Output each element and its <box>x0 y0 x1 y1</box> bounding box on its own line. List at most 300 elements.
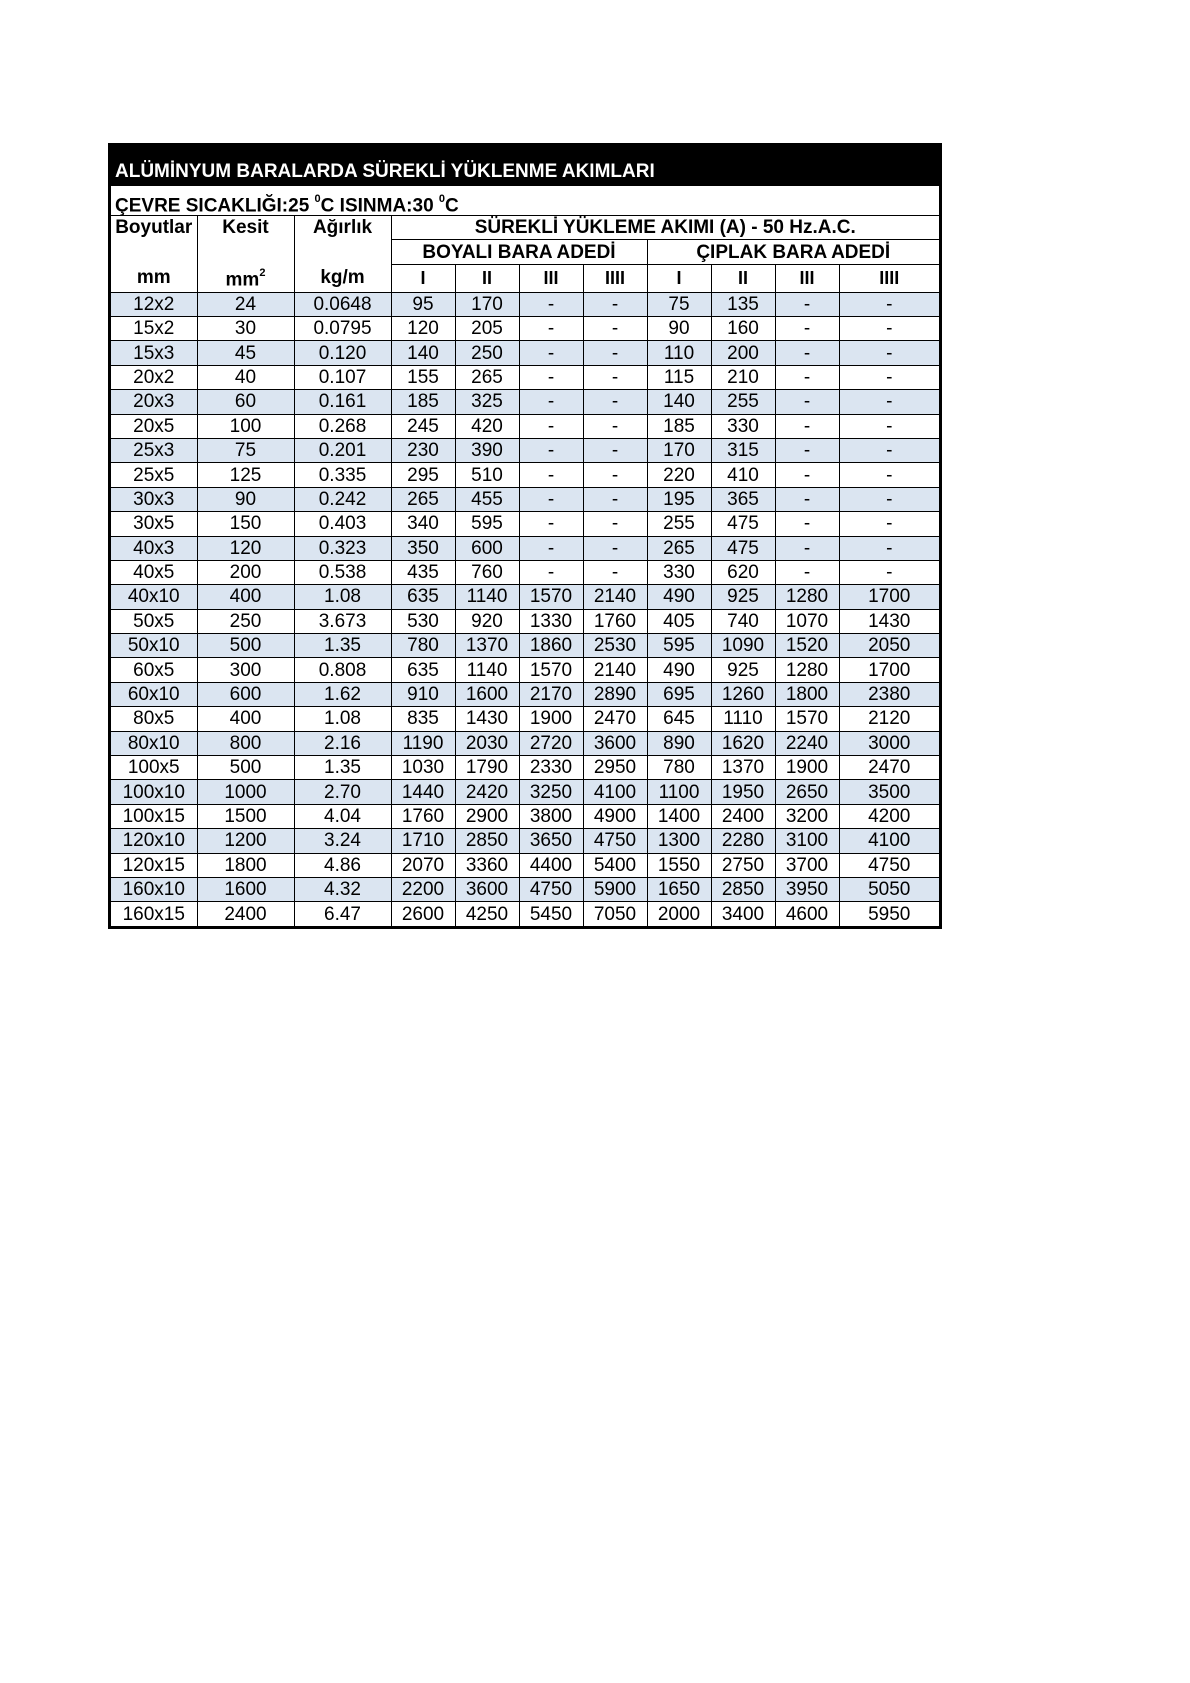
table-row <box>111 804 939 828</box>
cell-weight: 0.120 <box>294 341 391 365</box>
cell-bare-2: 1110 <box>711 707 775 731</box>
cell-bare-2: 1370 <box>711 756 775 780</box>
cell-cross-section: 1800 <box>197 853 294 877</box>
cell-painted-1: 530 <box>391 609 455 633</box>
cell-bare-4: - <box>839 365 939 389</box>
header-agirlik: Ağırlık <box>294 216 391 264</box>
cell-bare-2: 315 <box>711 438 775 462</box>
cell-painted-2: 390 <box>455 438 519 462</box>
cell-painted-1: 265 <box>391 487 455 511</box>
cell-painted-3: 1570 <box>519 658 583 682</box>
cell-bare-1: 185 <box>647 414 711 438</box>
cell-painted-4: - <box>583 317 647 341</box>
cell-painted-3: 1330 <box>519 609 583 633</box>
table-row <box>111 560 939 584</box>
cell-weight: 1.35 <box>294 756 391 780</box>
table-row <box>111 780 939 804</box>
cell-bare-4: 3500 <box>839 780 939 804</box>
cell-painted-4: - <box>583 512 647 536</box>
cell-painted-2: 170 <box>455 292 519 316</box>
cell-weight: 0.808 <box>294 658 391 682</box>
cell-painted-4: 3600 <box>583 731 647 755</box>
cell-painted-1: 350 <box>391 536 455 560</box>
cell-bare-2: 2400 <box>711 804 775 828</box>
cell-bare-1: 780 <box>647 756 711 780</box>
cell-bare-2: 2850 <box>711 877 775 901</box>
cell-painted-2: 1370 <box>455 634 519 658</box>
cell-painted-3: - <box>519 512 583 536</box>
cell-painted-1: 1440 <box>391 780 455 804</box>
cell-bare-3: - <box>775 292 839 316</box>
cell-painted-2: 2850 <box>455 829 519 853</box>
cell-painted-1: 2600 <box>391 902 455 926</box>
cell-painted-2: 510 <box>455 463 519 487</box>
painted-count-4: IIII <box>583 264 647 292</box>
unit-mm2-base: mm <box>225 269 260 291</box>
cell-painted-2: 600 <box>455 536 519 560</box>
cell-bare-4: - <box>839 536 939 560</box>
cell-painted-2: 2900 <box>455 804 519 828</box>
cell-size: 50x5 <box>111 609 197 633</box>
cell-weight: 0.242 <box>294 487 391 511</box>
cell-bare-3: - <box>775 463 839 487</box>
cell-cross-section: 125 <box>197 463 294 487</box>
table-row <box>111 365 939 389</box>
cell-bare-2: 255 <box>711 390 775 414</box>
cell-weight: 0.403 <box>294 512 391 536</box>
ambient-conditions <box>111 186 939 216</box>
cell-bare-2: 210 <box>711 365 775 389</box>
busbar-current-table-sheet <box>108 143 942 929</box>
cell-cross-section: 1600 <box>197 877 294 901</box>
table-row <box>111 658 939 682</box>
cell-bare-4: 2050 <box>839 634 939 658</box>
cell-painted-3: - <box>519 438 583 462</box>
cell-bare-3: 1900 <box>775 756 839 780</box>
cell-bare-1: 490 <box>647 585 711 609</box>
cell-bare-2: 135 <box>711 292 775 316</box>
cell-painted-2: 265 <box>455 365 519 389</box>
cell-painted-3: - <box>519 414 583 438</box>
cell-painted-2: 3600 <box>455 877 519 901</box>
busbar-table <box>111 216 939 926</box>
cell-bare-3: - <box>775 317 839 341</box>
cell-painted-2: 205 <box>455 317 519 341</box>
cell-painted-3: - <box>519 317 583 341</box>
cell-bare-1: 140 <box>647 390 711 414</box>
cell-painted-4: - <box>583 463 647 487</box>
cell-painted-1: 95 <box>391 292 455 316</box>
cell-size: 15x2 <box>111 317 197 341</box>
cell-painted-1: 245 <box>391 414 455 438</box>
cell-size: 40x3 <box>111 536 197 560</box>
painted-count-2: II <box>455 264 519 292</box>
bare-count-2: II <box>711 264 775 292</box>
header-kesit: Kesit <box>197 216 294 264</box>
cell-bare-3: 3700 <box>775 853 839 877</box>
cell-bare-1: 490 <box>647 658 711 682</box>
cell-bare-2: 620 <box>711 560 775 584</box>
cell-painted-4: 2890 <box>583 682 647 706</box>
cell-bare-4: 2470 <box>839 756 939 780</box>
cell-size: 30x5 <box>111 512 197 536</box>
degree-sup-1: 0 <box>314 193 321 205</box>
cell-weight: 3.24 <box>294 829 391 853</box>
cell-painted-1: 120 <box>391 317 455 341</box>
cell-weight: 0.335 <box>294 463 391 487</box>
cell-painted-4: 4100 <box>583 780 647 804</box>
cell-painted-3: 4400 <box>519 853 583 877</box>
cell-weight: 2.70 <box>294 780 391 804</box>
cell-bare-2: 3400 <box>711 902 775 926</box>
cell-bare-2: 200 <box>711 341 775 365</box>
cell-painted-3: 1860 <box>519 634 583 658</box>
cell-bare-3: 2240 <box>775 731 839 755</box>
cell-painted-4: - <box>583 438 647 462</box>
cell-bare-2: 330 <box>711 414 775 438</box>
cell-painted-4: 1760 <box>583 609 647 633</box>
cell-size: 12x2 <box>111 292 197 316</box>
cell-size: 160x15 <box>111 902 197 926</box>
cell-painted-4: 2530 <box>583 634 647 658</box>
cell-painted-2: 250 <box>455 341 519 365</box>
cell-weight: 4.32 <box>294 877 391 901</box>
cell-painted-3: 2170 <box>519 682 583 706</box>
cell-painted-3: 1570 <box>519 585 583 609</box>
table-row <box>111 341 939 365</box>
cell-bare-4: 4100 <box>839 829 939 853</box>
cell-painted-1: 155 <box>391 365 455 389</box>
cell-size: 80x10 <box>111 731 197 755</box>
cell-bare-4: 1700 <box>839 585 939 609</box>
table-title: ALÜMİNYUM BARALARDA SÜREKLİ YÜKLENME AKIMLARI <box>111 146 939 186</box>
cell-painted-2: 3360 <box>455 853 519 877</box>
cell-bare-3: 3950 <box>775 877 839 901</box>
cell-bare-1: 110 <box>647 341 711 365</box>
cell-painted-2: 1430 <box>455 707 519 731</box>
painted-count-3: III <box>519 264 583 292</box>
cell-painted-4: 2950 <box>583 756 647 780</box>
cell-bare-3: 4600 <box>775 902 839 926</box>
table-row <box>111 512 939 536</box>
cell-painted-2: 760 <box>455 560 519 584</box>
cell-painted-4: 5400 <box>583 853 647 877</box>
cell-painted-1: 340 <box>391 512 455 536</box>
cell-painted-2: 1140 <box>455 585 519 609</box>
cell-weight: 1.08 <box>294 585 391 609</box>
cell-painted-3: - <box>519 487 583 511</box>
cell-painted-3: - <box>519 560 583 584</box>
cell-painted-2: 1600 <box>455 682 519 706</box>
cell-bare-4: - <box>839 463 939 487</box>
cell-painted-1: 230 <box>391 438 455 462</box>
cell-bare-1: 255 <box>647 512 711 536</box>
cell-bare-4: - <box>839 560 939 584</box>
cell-painted-4: - <box>583 390 647 414</box>
unit-mm2-exponent: 2 <box>259 267 266 280</box>
cell-bare-2: 1620 <box>711 731 775 755</box>
cell-painted-1: 910 <box>391 682 455 706</box>
bare-count-1: I <box>647 264 711 292</box>
cell-painted-2: 1140 <box>455 658 519 682</box>
cell-weight: 1.08 <box>294 707 391 731</box>
cell-painted-4: - <box>583 536 647 560</box>
cell-bare-1: 645 <box>647 707 711 731</box>
cell-painted-3: - <box>519 341 583 365</box>
cell-bare-3: 1070 <box>775 609 839 633</box>
cell-cross-section: 500 <box>197 756 294 780</box>
cell-size: 100x15 <box>111 804 197 828</box>
cell-bare-3: 2650 <box>775 780 839 804</box>
table-row <box>111 707 939 731</box>
cell-bare-2: 365 <box>711 487 775 511</box>
cell-bare-2: 475 <box>711 536 775 560</box>
degree-sup-2: 0 <box>438 193 446 205</box>
cell-bare-1: 330 <box>647 560 711 584</box>
cell-painted-3: 3650 <box>519 829 583 853</box>
cell-painted-4: 4750 <box>583 829 647 853</box>
cell-painted-3: 2330 <box>519 756 583 780</box>
cell-size: 40x10 <box>111 585 197 609</box>
cell-cross-section: 90 <box>197 487 294 511</box>
cell-weight: 0.268 <box>294 414 391 438</box>
cell-weight: 1.62 <box>294 682 391 706</box>
cell-painted-4: - <box>583 560 647 584</box>
table-row <box>111 902 939 926</box>
cell-size: 160x10 <box>111 877 197 901</box>
cell-painted-1: 780 <box>391 634 455 658</box>
cell-bare-4: - <box>839 292 939 316</box>
cell-bare-4: - <box>839 512 939 536</box>
cell-painted-4: - <box>583 365 647 389</box>
cell-painted-2: 325 <box>455 390 519 414</box>
cell-painted-1: 1190 <box>391 731 455 755</box>
cell-bare-4: - <box>839 317 939 341</box>
cell-cross-section: 300 <box>197 658 294 682</box>
celsius-unit: C <box>445 195 459 217</box>
cell-painted-2: 1790 <box>455 756 519 780</box>
table-row <box>111 292 939 316</box>
cell-cross-section: 150 <box>197 512 294 536</box>
cell-bare-3: 3100 <box>775 829 839 853</box>
cell-bare-1: 170 <box>647 438 711 462</box>
cell-cross-section: 120 <box>197 536 294 560</box>
table-row <box>111 317 939 341</box>
table-row <box>111 390 939 414</box>
table-row <box>111 609 939 633</box>
cell-bare-3: 1570 <box>775 707 839 731</box>
table-row <box>111 536 939 560</box>
cell-cross-section: 250 <box>197 609 294 633</box>
cell-painted-1: 140 <box>391 341 455 365</box>
cell-size: 80x5 <box>111 707 197 731</box>
cell-bare-4: - <box>839 487 939 511</box>
cell-painted-4: 7050 <box>583 902 647 926</box>
cell-bare-1: 405 <box>647 609 711 633</box>
cell-painted-3: - <box>519 463 583 487</box>
cell-painted-1: 1710 <box>391 829 455 853</box>
cell-cross-section: 600 <box>197 682 294 706</box>
cell-painted-3: - <box>519 390 583 414</box>
cell-bare-2: 1950 <box>711 780 775 804</box>
cell-weight: 3.673 <box>294 609 391 633</box>
cell-bare-1: 695 <box>647 682 711 706</box>
cell-bare-1: 1100 <box>647 780 711 804</box>
header-boyutlar: Boyutlar <box>111 216 197 264</box>
cell-painted-3: - <box>519 536 583 560</box>
cell-bare-2: 740 <box>711 609 775 633</box>
table-row <box>111 731 939 755</box>
cell-bare-1: 1650 <box>647 877 711 901</box>
cell-size: 20x5 <box>111 414 197 438</box>
cell-cross-section: 400 <box>197 585 294 609</box>
cell-bare-1: 75 <box>647 292 711 316</box>
cell-size: 20x3 <box>111 390 197 414</box>
cell-cross-section: 45 <box>197 341 294 365</box>
cell-bare-3: 1280 <box>775 585 839 609</box>
cell-cross-section: 200 <box>197 560 294 584</box>
cell-bare-3: - <box>775 414 839 438</box>
cell-bare-1: 890 <box>647 731 711 755</box>
cell-bare-2: 410 <box>711 463 775 487</box>
heating-label: C ISINMA:30 <box>320 195 439 217</box>
cell-painted-4: 2140 <box>583 658 647 682</box>
cell-painted-3: 4750 <box>519 877 583 901</box>
cell-bare-3: - <box>775 487 839 511</box>
table-row <box>111 877 939 901</box>
header-continuous-load-current: SÜREKLİ YÜKLEME AKIMI (A) - 50 Hz.A.C. <box>391 216 939 240</box>
cell-bare-4: - <box>839 438 939 462</box>
cell-bare-1: 1550 <box>647 853 711 877</box>
table-row <box>111 682 939 706</box>
cell-bare-4: - <box>839 414 939 438</box>
cell-painted-4: - <box>583 292 647 316</box>
cell-cross-section: 1200 <box>197 829 294 853</box>
unit-kgm: kg/m <box>294 264 391 292</box>
cell-bare-4: - <box>839 390 939 414</box>
cell-weight: 4.86 <box>294 853 391 877</box>
cell-painted-2: 4250 <box>455 902 519 926</box>
cell-bare-4: 1700 <box>839 658 939 682</box>
cell-size: 25x3 <box>111 438 197 462</box>
cell-bare-4: 2380 <box>839 682 939 706</box>
cell-bare-3: - <box>775 512 839 536</box>
cell-bare-2: 925 <box>711 585 775 609</box>
cell-cross-section: 500 <box>197 634 294 658</box>
cell-cross-section: 40 <box>197 365 294 389</box>
table-row <box>111 634 939 658</box>
cell-painted-3: 2720 <box>519 731 583 755</box>
ambient-temp-label: ÇEVRE SICAKLIĞI:25 <box>115 195 315 217</box>
cell-weight: 2.16 <box>294 731 391 755</box>
cell-weight: 0.323 <box>294 536 391 560</box>
cell-painted-4: - <box>583 414 647 438</box>
cell-bare-3: - <box>775 560 839 584</box>
cell-cross-section: 1500 <box>197 804 294 828</box>
cell-bare-3: 3200 <box>775 804 839 828</box>
cell-size: 60x10 <box>111 682 197 706</box>
unit-mm2 <box>197 264 294 292</box>
cell-weight: 0.0795 <box>294 317 391 341</box>
cell-painted-3: - <box>519 365 583 389</box>
cell-painted-3: 1900 <box>519 707 583 731</box>
cell-size: 100x10 <box>111 780 197 804</box>
painted-count-1: I <box>391 264 455 292</box>
cell-bare-2: 1090 <box>711 634 775 658</box>
cell-painted-4: 4900 <box>583 804 647 828</box>
table-row <box>111 585 939 609</box>
cell-bare-4: 4750 <box>839 853 939 877</box>
cell-painted-1: 835 <box>391 707 455 731</box>
cell-cross-section: 100 <box>197 414 294 438</box>
cell-weight: 0.107 <box>294 365 391 389</box>
table-row <box>111 438 939 462</box>
cell-bare-3: - <box>775 438 839 462</box>
cell-bare-1: 1300 <box>647 829 711 853</box>
cell-painted-1: 2070 <box>391 853 455 877</box>
cell-bare-4: 3000 <box>839 731 939 755</box>
bare-count-3: III <box>775 264 839 292</box>
cell-weight: 4.04 <box>294 804 391 828</box>
cell-size: 15x3 <box>111 341 197 365</box>
cell-painted-4: - <box>583 341 647 365</box>
cell-cross-section: 30 <box>197 317 294 341</box>
cell-bare-3: - <box>775 536 839 560</box>
header-bare-bar-count: ÇIPLAK BARA ADEDİ <box>647 240 939 264</box>
cell-cross-section: 2400 <box>197 902 294 926</box>
cell-painted-2: 420 <box>455 414 519 438</box>
cell-weight: 0.0648 <box>294 292 391 316</box>
cell-size: 60x5 <box>111 658 197 682</box>
cell-painted-1: 1760 <box>391 804 455 828</box>
cell-bare-4: 5950 <box>839 902 939 926</box>
cell-size: 25x5 <box>111 463 197 487</box>
cell-bare-4: 5050 <box>839 877 939 901</box>
cell-weight: 0.538 <box>294 560 391 584</box>
cell-bare-2: 2280 <box>711 829 775 853</box>
cell-bare-3: - <box>775 341 839 365</box>
cell-cross-section: 800 <box>197 731 294 755</box>
cell-bare-1: 115 <box>647 365 711 389</box>
cell-painted-1: 635 <box>391 585 455 609</box>
cell-painted-3: 3800 <box>519 804 583 828</box>
cell-bare-3: - <box>775 365 839 389</box>
cell-painted-3: 3250 <box>519 780 583 804</box>
cell-bare-1: 90 <box>647 317 711 341</box>
cell-cross-section: 75 <box>197 438 294 462</box>
cell-painted-1: 635 <box>391 658 455 682</box>
cell-painted-2: 920 <box>455 609 519 633</box>
cell-painted-3: 5450 <box>519 902 583 926</box>
cell-bare-1: 1400 <box>647 804 711 828</box>
cell-painted-3: - <box>519 292 583 316</box>
bare-count-4: IIII <box>839 264 939 292</box>
header-painted-bar-count: BOYALI BARA ADEDİ <box>391 240 647 264</box>
cell-bare-4: - <box>839 341 939 365</box>
cell-bare-4: 1430 <box>839 609 939 633</box>
cell-size: 50x10 <box>111 634 197 658</box>
cell-bare-1: 220 <box>647 463 711 487</box>
cell-bare-4: 2120 <box>839 707 939 731</box>
cell-bare-3: 1520 <box>775 634 839 658</box>
table-body <box>111 292 939 926</box>
cell-bare-3: 1280 <box>775 658 839 682</box>
cell-painted-1: 435 <box>391 560 455 584</box>
cell-cross-section: 24 <box>197 292 294 316</box>
cell-bare-1: 2000 <box>647 902 711 926</box>
cell-bare-2: 1260 <box>711 682 775 706</box>
cell-bare-2: 475 <box>711 512 775 536</box>
